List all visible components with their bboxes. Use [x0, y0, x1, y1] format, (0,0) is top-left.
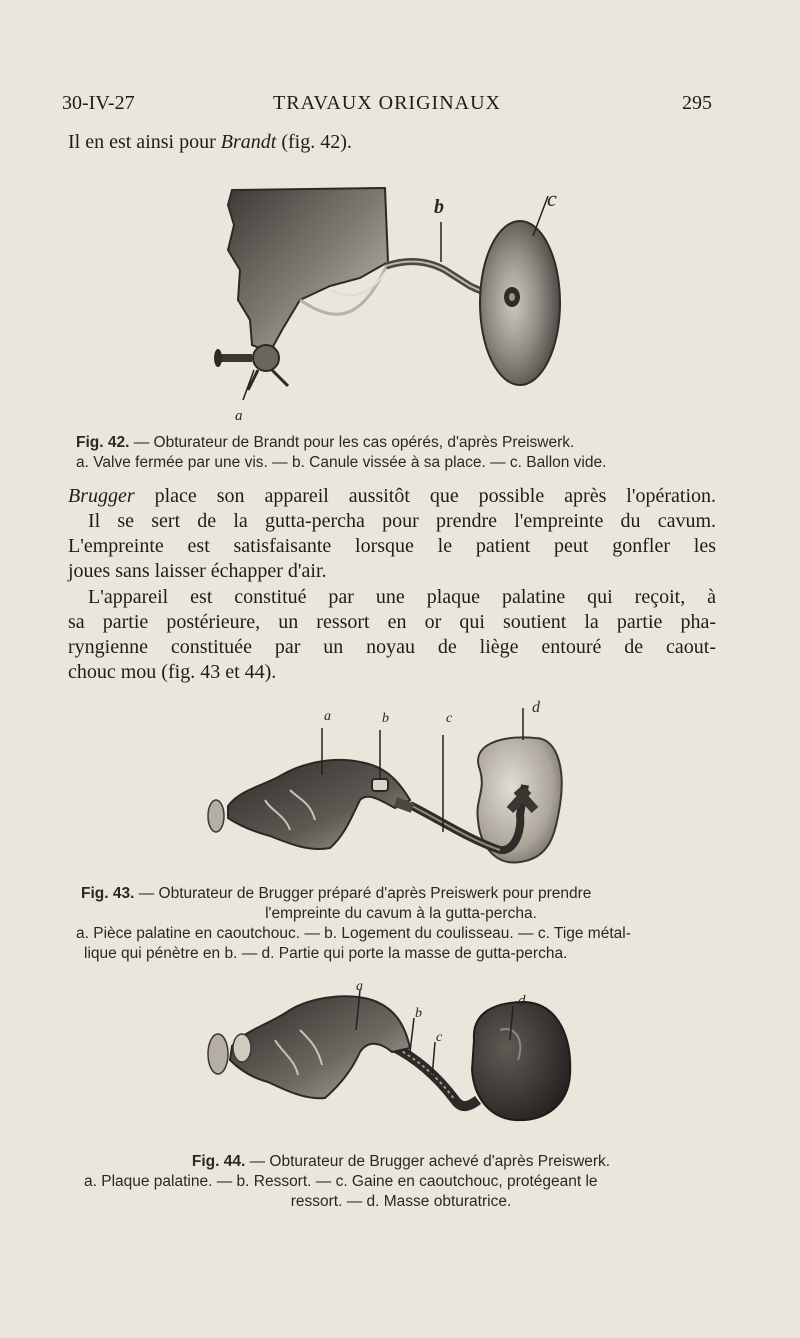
- fig42-number: Fig. 42.: [76, 434, 130, 451]
- fig42-label-a: a: [235, 408, 243, 424]
- header-date: 30-IV-27: [62, 92, 135, 114]
- fig44-caption-line3: ressort. — d. Masse obturatrice.: [290, 1193, 512, 1210]
- page-number: 295: [682, 92, 712, 114]
- figure-44-caption: [76, 1152, 726, 1212]
- fig44-number: Fig. 44.: [191, 1153, 246, 1170]
- brugger-final-plate: [230, 996, 410, 1098]
- fig42-caption-line1: — Obturateur de Brandt pour les cas opérés, d'après Preiswerk.: [129, 434, 575, 451]
- fig43-label-d: d: [532, 699, 540, 716]
- fig43-caption-line1: — Obturateur de Brugger préparé d'après Preiswerk pour prendre: [134, 885, 592, 902]
- para2-line4: chouc mou (fig. 43 et 44).: [68, 661, 277, 683]
- para1-line4: joues sans laisser échapper d'air.: [68, 560, 327, 582]
- brugger-name: Brugger: [68, 485, 135, 507]
- para1-line2: Il se sert de la gutta-percha pour prendre l'empreinte du cavum.: [88, 510, 716, 532]
- fig43-caption-line4: lique qui pénètre en b. — d. Partie qui porte la masse de gutta-percha.: [84, 945, 568, 962]
- fig43-label-c: c: [446, 711, 453, 726]
- header-title: TRAVAUX ORIGINAUX: [273, 92, 501, 114]
- fig43-caption-line3: a. Pièce palatine en caoutchouc. — b. Logement du coulisseau. — c. Tige métal-: [76, 925, 631, 942]
- fig42-label-b: b: [434, 196, 444, 218]
- fig43-label-b: b: [382, 711, 389, 726]
- fig44-caption-line1: — Obturateur de Brugger achevé d'après Preiswerk.: [245, 1153, 611, 1170]
- intro-text: Il en est ainsi pour: [68, 131, 216, 153]
- fig43-caption-line2: l'empreinte du cavum à la gutta-percha.: [265, 905, 537, 922]
- fig42-caption-line2: a. Valve fermée par une vis. — b. Canule vissée à sa place. — c. Ballon vide.: [76, 454, 607, 471]
- fig43-label-a: a: [324, 709, 331, 724]
- para1-line3: L'empreinte est satisfaisante lorsque le patient peut gonfler les: [68, 535, 716, 557]
- fig44-label-b: b: [415, 1006, 422, 1021]
- para1-line1: place son appareil aussitôt que possible après l'opération.: [134, 485, 716, 507]
- fig44-label-d: d: [518, 993, 526, 1009]
- para2-line3: ryngienne constituée par un noyau de liège entouré de caout-: [68, 636, 716, 658]
- intro-name: Brandt: [220, 131, 277, 153]
- brugger-final-mass: [472, 1002, 570, 1120]
- fig44-caption-line2: a. Plaque palatine. — b. Ressort. — c. Gaine en caoutchouc, protégeant le: [84, 1173, 598, 1190]
- fig44-label-a: a: [356, 979, 363, 994]
- para2-line2: sa partie postérieure, un ressort en or qui soutient la partie pha-: [68, 611, 716, 633]
- intro-ref: (fig. 42).: [281, 131, 352, 153]
- fig43-number: Fig. 43.: [81, 885, 135, 902]
- fig42-label-c: c: [547, 186, 557, 211]
- brugger-final-spring: [392, 1046, 478, 1106]
- fig44-label-c: c: [436, 1030, 443, 1045]
- para2-line1: L'appareil est constitué par une plaque palatine qui reçoit, à: [88, 586, 716, 608]
